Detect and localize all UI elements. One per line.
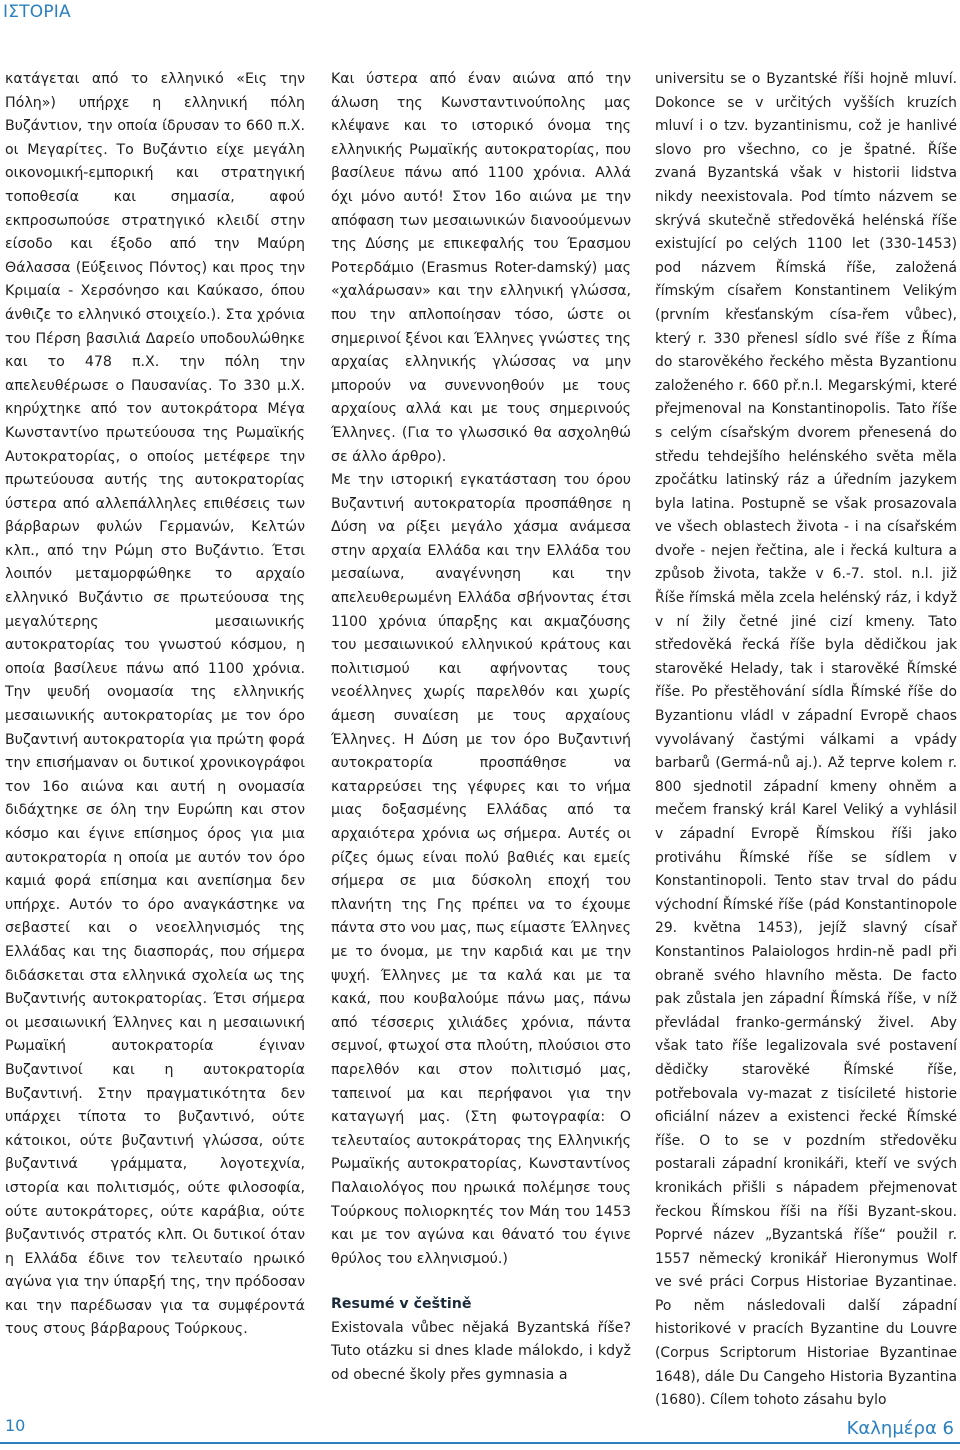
column-2 <box>331 68 631 1388</box>
page-header <box>0 0 960 30</box>
paragraph: Με την ιστορική εγκατάσταση του όρου Βυζαντινή αυτοκρατορία προσπάθησε η Δύση να ρίξει μεγάλο χάσμα ανάμεσα στην αρχαία Ελλάδα και την Ελλάδα του μεσαίωνα, αναγέννηση και την απελευθερωμένη Ελλάδα σβήνοντας έτσι 1100 χρόνια ύπαρξης και ακμαζόυσης του μεσαιωνικού ελληνικού κράτους και πολιτισμού και αφήνοντας τους νεοέλληνες χωρίς παρελθόν και χωρίς άμεση συναίεση με τους αρχαίους Έλληνες. Η Δύση με τον όρο Βυζαντινή αυτοκρατορία προσπάθησε να καταρρεύσει της γέφυρες και το νήμα μιας δοξασμένης Ελλάδας από τα αρχαιότερα χρόνια ως σήμερα. Αυτές οι ρίζες όμως είναι πολύ βαθιές και εμείς σήμερα σε μια δύσκολη εποχή του πλανήτη της Γης πρέπει να το έχουμε πάντα στο νου μας, πως είμαστε Έλληνες με το όνομα, με την καρδιά και με την ψυχή. Έλληνες με τα καλά και με τα κακά, που κουβαλούμε πάνω μας, πάνω από τέσσερις χιλιάδες χρόνια, πάντα σεμνοί, φτωχοί στα πλούτη, πλούσιοι στο παρελθόν και στον πολιτισμό μας, ταπεινοί μα και περήφανοι για την καταγωγή μας. (Στη φωτογραφία: Ο τελευταίος αυτοκράτορας της Ελληνικής Ρωμαϊκής αυτοκρατορίας, Κωνσταντίνος Παλαιολόγος που ηρωικά πολέμησε τους Τούρκους πολιορκητές τον Μάη του 1453 και με τον αγώνα και θάνατό του έγινε θρύλος του ελληνισμού.) <box>331 472 631 1267</box>
spacer <box>331 1271 631 1293</box>
column-1 <box>5 68 305 1342</box>
paragraph: Και ύστερα από έναν αιώνα από την άλωση της Κωνσταντινούπολης μας κλέψανε και το ιστορικό όνομα της ελληνικής Ρωμαϊκής αυτοκρατορίας, που βασίλευε πάνω από 1100 χρόνια. Αλλά όχι μόνο αυτό! Στον 16ο αιώνα με την απόφαση των μεσαιωνικών διανοούμενων της Δύσης με επικεφαλής του Έρασμου Ροτερδάμιο (Erasmus Roter-damský) μας «χαλάρωσαν» και την ελληνική γλώσσα, που την απλοποίησαν τόσο, ώστε οι σημερινοί ξένοι και Έλληνες γνώστες της αρχαίας ελληνικής γλώσσας να μην μπορούν να συνεννοηθούν με τους αρχαίους αλλά και με τους σημερινούς Έλληνες. (Για το γλωσσικό θα ασχοληθώ σε άλλο άρθρο). <box>331 71 631 465</box>
magazine-title: Καλημέρα 6 <box>846 1418 954 1439</box>
section-label: ΙΣΤΟΡΙΑ <box>3 2 71 22</box>
paragraph: universitu se o Byzantské říši hojně mluví. Dokonce se v určitých vyšších kruzích mluví i o tzv. byzantinismu, což je hanlivé slovo pro všechno, co je špatné. Říše zvaná Byzantská však v historii lidstva nikdy neexistovala. Pod tímto názvem se skrývá skutečně středověká helénská říše existující po celých 1100 let (330-1453) pod názvem Římská říše, založená římským císařem Konstantinem Velikým (prvním křesťanským císa-řem vůbec), který r. 330 přenesl sídlo své říše z Říma do starověkého řeckého města Byzantionu založeného r. 660 př.n.l. Megarskými, které přejmenoval na Konstantinopolis. Tato říše s celým císařským dvorem přenesená do středu tehdejšího helénského světa měla zpočátku latinský ráz a úředním jazykem byla latina. Postupně se však prosazovala ve všech oblastech života - i na císařském dvoře - nejen řečtina, ale i řecká kultura a způsob života, takže v 6.-7. stol. n.l. již Říše římská měla zcela helénský ráz, i když v ní žily četné jiné cizí kmeny. Tato středověká řecká říše byla dědičkou jak starověké Helady, tak i starověké Římské říše. Po přestěhování sídla Římské říše do Byzantionu vládl v západní Evropě chaos vyvolávaný častými válkami a vpády barbarů (Germá-nů aj.). Až teprve kolem r. 800 sjednotil západní kmeny ohněm a mečem franský král Karel Veliký a vyhlásil v západní Evropě Římskou říši jako protiváhu Římské říše se sídlem v Konstantinopoli. Tento stav trval do pádu východní Římské říše (pád Konstantinopole 29. května 1453), jejíž slavný císař Konstantinos Palaiologos hrdin-ně padl při obraně svého hlavního města. De facto pak zůstala jen západní Římská říše, v níž převládal franko-germánský živel. Aby však tato říše legalizovala své postavení dědičky starověké Římské říše, potřebovala vy-mazat z tisícileté historie oficiální název a existenci řecké Římské říše. O to se v pozdním středověku postarali západní kronikáři, kteří ve svých kronikách přišli s nápadem přejmenovat řeckou Římskou říši na říši Byzant-skou. Poprvé název „Byzantská říše“ použil r. 1557 německý kronikář Hieronymus Wolf ve své práci Corpus Historiae Byzantinae. Po něm následovali další západní historikové v pracích Byzantine du Louvre (Corpus Scriptorum Historiae Byzantinae 1648), dále Du Cangeho Historia Byzantina (1680). Cílem tohoto zásahu bylo <box>655 71 957 1409</box>
paragraph: Existovala vůbec nějaká Byzantská říše? Tuto otázku si dnes klade málokdo, i když od obecné školy přes gymnasia a <box>331 1319 631 1384</box>
footer-divider <box>0 1442 960 1444</box>
column-3 <box>655 68 957 1413</box>
resume-heading: Resumé v češtině <box>331 1296 472 1313</box>
page-number: 10 <box>5 1416 26 1435</box>
paragraph: κατάγεται από το ελληνικό «Εις την Πόλη») υπήρχε η ελληνική πόλη Βυζάντιον, την οποία ίδρυσαν το 660 π.Χ. οι Μεγαρίτες. Το Βυζάντιο είχε μεγάλη οικονομική-εμπορική και στρατηγική τοποθεσία και σημασία, αφού εκπροσωπούσε στρατηγικό κλειδί στην είσοδο και έξοδο από την Μαύρη Θάλασσα (Εύξεινος Πόντος) και προς την Κριμαία - Χερσόνησο και Καύκασο, όπου άνθιζε το ελληνικό στοιχείο.). Στα χρόνια του Πέρση βασιλιά Δαρείο υποδουλώθηκε και το 478 π.Χ. την πόλη την απελευθέρωσε ο Παυσανίας. Το 330 μ.Χ. κηρύχτηκε από τον αυτοκράτορα Μέγα Κωνσταντίνο πρωτεύουσα της Ρωμαϊκής Αυτοκρατορίας, ο οποίος μετέφερε την πρωτεύουσα αυτής της αυτοκρατορίας ύστερα από αλλεπάλληλες επιθέσεις των βάρβαρων φυλών Γερμανών, Κελτών κλπ., από την Ρώμη στο Βυζάντιο. Έτσι λοιπόν μεταμορφώθηκε το αρχαίο ελληνικό Βυζάντιο σε πρωτεύουσα της μεγαλύτερης μεσαιωνικής αυτοκρατορίας του γνωστού κόσμου, η οποία βασίλευε πάνω από 1100 χρόνια. Την ψευδή ονομασία της ελληνικής μεσαιωνικής αυτοκρατορίας με τον όρο Βυζαντινή αυτοκρατορία για πρώτη φορά την επισήμαναν οι δυτικοί χρονικογράφοι τον 16ο αιώνα και αυτή η ονομασία διδάχτηκε σε όλη την Ευρώπη και στον κόσμο και έγινε επίσημος όρος για μια αυτοκρατορία η οποία με αυτόν τον όρο καμιά φορά επίσημα και ανεπίσημα δεν υπήρχε. Αυτόν το όρο αναγκάστηκε να σεβαστεί και ο νεοελληνισμός της Ελλάδας και της διασποράς, που σήμερα διδάσκεται στα ελληνικά σχολεία ως της Βυζαντινής αυτοκρατορίας. Έτσι σήμερα οι μεσαιωνική Έλληνες και η μεσαιωνική Ρωμαϊκή αυτοκρατορία έγιναν Βυζαντινοί και η αυτοκρατορία Βυζαντινή. Στην πραγματικότητα δεν υπάρχει τίποτα το βυζαντινό, ούτε κάτοικοι, ούτε βυζαντινή γλώσσα, ούτε βυζαντινά γράμματα, λογοτεχνία, ιστορία και πολιτισμός, ούτε φιλοσοφία, ούτε αυτοκράτορες, ούτε καράβια, ούτε βυζαντινός στρατός κλπ. Οι δυτικοί όταν η Ελλάδα έδινε τον τελευταίο ηρωικό αγώνα για την ύπαρξή της, την πρόδοσαν και την παρέδωσαν για τα συμφέροντά τους στους βάρβαρους Τούρκους. <box>5 71 305 1338</box>
